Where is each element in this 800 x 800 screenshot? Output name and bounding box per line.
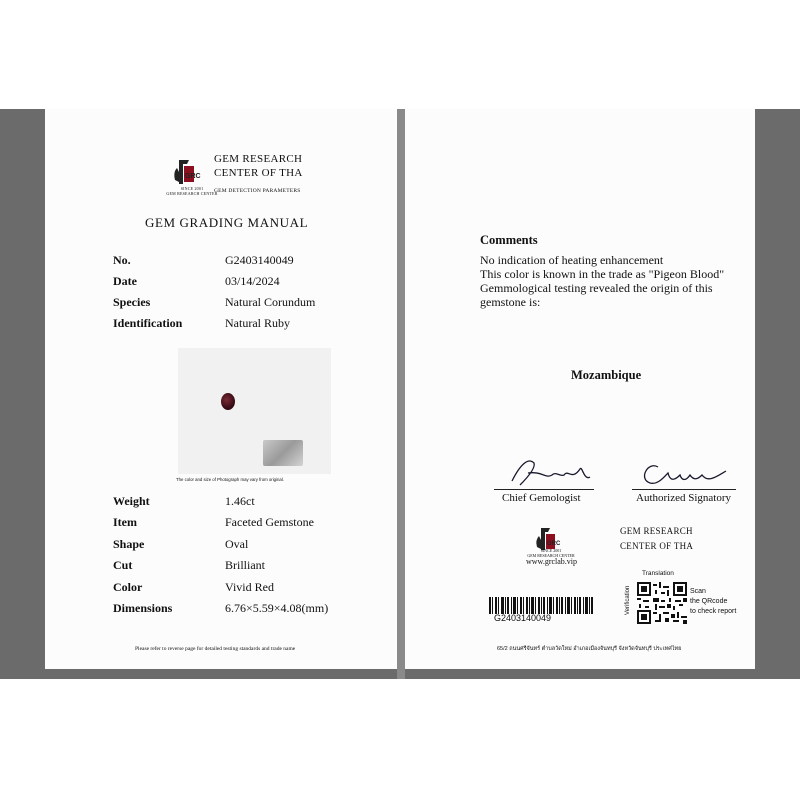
qr-instruction-line: to check report: [690, 608, 737, 615]
org-name-line1: GEM RESEARCH: [620, 526, 693, 536]
svg-text:GRC: GRC: [547, 541, 561, 547]
logo-since-text: SINCE 2001: [540, 548, 562, 553]
field-value-shape: Oval: [225, 537, 249, 551]
field-label-shape: Shape: [113, 537, 145, 551]
comment-line: This color is known in the trade as "Pigeon Blood": [480, 267, 725, 281]
org-name-line1: GEM RESEARCH: [214, 153, 303, 165]
org-name: [214, 152, 303, 180]
ruby-gem-image: [221, 393, 235, 410]
field-label-item: Item: [113, 515, 137, 529]
chief-gemologist-signature: [490, 455, 600, 491]
logo-since-text: SINCE 2001: [180, 186, 204, 191]
comment-line: No indication of heating enhancement: [480, 253, 664, 267]
qr-instruction-line: the QRcode: [690, 598, 728, 605]
field-label-dimensions: Dimensions: [113, 601, 173, 615]
field-label-date: Date: [113, 274, 137, 288]
field-value-species: Natural Corundum: [225, 295, 316, 309]
field-value-number: G2403140049: [225, 253, 294, 267]
website-link[interactable]: www.grclab.vip: [526, 557, 578, 566]
barcode-icon: [489, 597, 593, 614]
logo-caption-text: GEM RESEARCH CENTER: [166, 191, 218, 196]
field-value-weight: 1.46ct: [225, 494, 255, 508]
qr-instruction-line: Scan: [690, 588, 706, 595]
origin-country: Mozambique: [571, 368, 642, 382]
right-page: [405, 109, 755, 669]
address: 65/2 ถนนศรีจันทร์ ตำบลวัดใหม่ อำเภอเมืองจันทบุรี จังหวัดจันทบุรี ประเทศไทย: [497, 646, 682, 652]
field-value-cut: Brilliant: [225, 558, 265, 572]
field-value-date: 03/14/2024: [225, 274, 280, 288]
authorized-signatory-label: Authorized Signatory: [636, 492, 732, 504]
chief-gemologist-label: Chief Gemologist: [502, 492, 581, 504]
org-name-line2: CENTER OF THA: [214, 167, 303, 179]
field-label-color: Color: [113, 580, 143, 594]
field-value-dimensions: 6.76×5.59×4.08(mm): [225, 601, 329, 615]
comments-title: Comments: [480, 233, 538, 247]
qr-code-icon[interactable]: [637, 582, 687, 624]
field-label-number: No.: [113, 253, 131, 267]
footnote: Please refer to reverse page for detailed testing standards and trade name: [135, 646, 296, 652]
field-value-identification: Natural Ruby: [225, 316, 290, 330]
qr-verification-label: Verification: [625, 585, 631, 615]
authorized-signatory-signature: [628, 457, 748, 491]
photo-note: The color and size of Photograph may vary from original.: [176, 477, 284, 482]
org-subtitle: GEM DETECTION PARAMETERS: [214, 188, 301, 194]
field-value-item: Faceted Gemstone: [225, 515, 314, 529]
qr-instructions: [690, 587, 736, 617]
org-name-line2: CENTER OF THA: [620, 541, 694, 551]
comment-line: gemstone is:: [480, 295, 541, 309]
field-label-weight: Weight: [113, 494, 150, 508]
gem-photo: [178, 348, 331, 474]
signature-line: [494, 489, 594, 490]
signature-line: [632, 489, 736, 490]
field-label-species: Species: [113, 295, 151, 309]
qr-translation-label: Translation: [642, 570, 674, 577]
barcode-text: G2403140049: [494, 613, 552, 623]
field-label-identification: Identification: [113, 316, 183, 330]
svg-text:GRC: GRC: [185, 173, 201, 180]
comment-line: Gemmological testing revealed the origin of this: [480, 281, 713, 295]
field-value-color: Vivid Red: [225, 580, 274, 594]
folder-spine: [397, 109, 405, 679]
logo-caption-text: GEM RESEARCH CENTER: [527, 553, 575, 558]
hologram-sticker: [263, 440, 303, 466]
manual-title: GEM GRADING MANUAL: [145, 215, 309, 230]
org-name: [620, 524, 693, 554]
field-label-cut: Cut: [113, 558, 133, 572]
